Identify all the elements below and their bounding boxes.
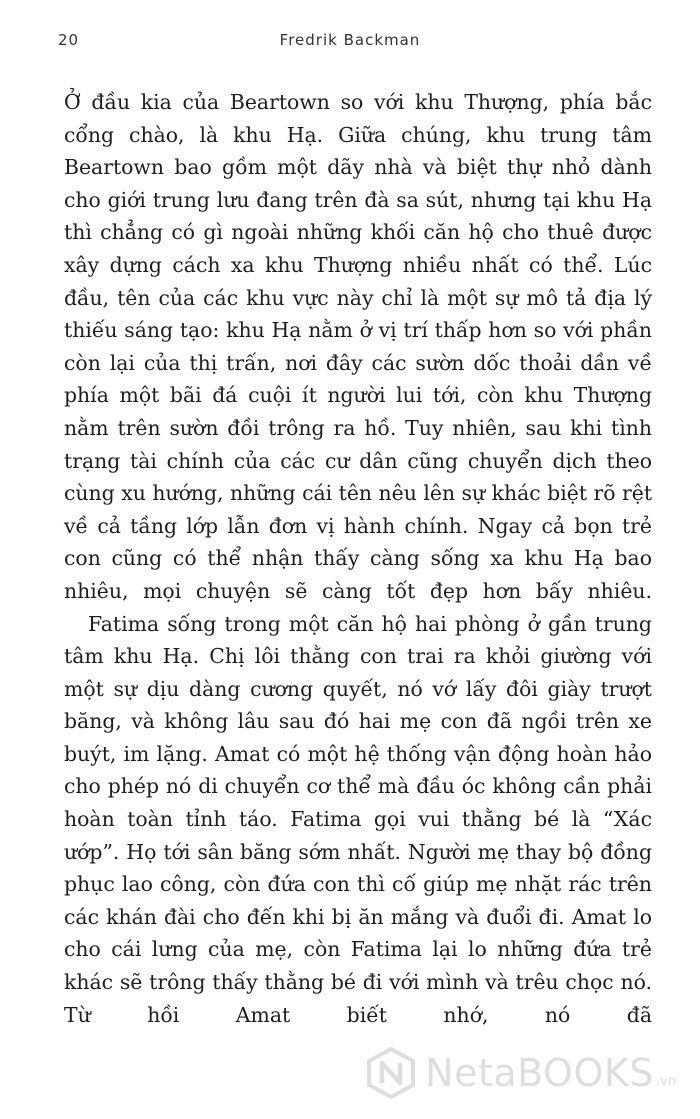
watermark-suffix: .vn: [655, 1074, 676, 1089]
page-number: 20: [58, 31, 80, 49]
running-header: [58, 31, 642, 53]
watermark: [365, 1043, 676, 1103]
running-title: Fredrik Backman: [279, 31, 421, 49]
body-text: [64, 86, 652, 1031]
netabooks-logo-icon: [365, 1047, 417, 1099]
paragraph-1: Ở đầu kia của Beartown so với khu Thượng, phía bắc cổng chào, là khu Hạ. Giữa chúng, khu trung tâm Beartown bao gồm một dãy nhà và biệt thự nhỏ dành cho giới trung lưu đang trên đà sa sút, nhưng tại khu Hạ thì chẳng có gì ngoài những khối căn hộ cho thuê được xây dựng cách xa khu Thượng nhiều nhất có thể. Lúc đầu, tên của các khu vực này chỉ là một sự mô tả địa lý thiếu sáng tạo: khu Hạ nằm ở vị trí thấp hơn so với phần còn lại của thị trấn, nơi đây các sườn dốc thoải dần về phía một bãi đá cuội ít người lui tới, còn khu Thượng nằm trên sườn đồi trông ra hồ. Tuy nhiên, sau khi tình trạng tài chính của các cư dân cũng chuyển dịch theo cùng xu hướng, những cái tên nêu lên sự khác biệt rõ rệt về cả tầng lớp lẫn đơn vị hành chính. Ngay cả bọn trẻ con cũng có thể nhận thấy càng sống xa khu Hạ bao nhiêu, mọi chuyện sẽ càng tốt đẹp hơn bấy nhiêu.: [64, 90, 653, 603]
paragraph-2: Fatima sống trong một căn hộ hai phòng ở gần trung tâm khu Hạ. Chị lôi thằng con trai ra khỏi giường với một sự dịu dàng cương quyết, nó vớ lấy đôi giày trượt băng, và không lâu sau đó hai mẹ con đã ngồi trên xe buýt, im lặng. Amat có một hệ thống vận động hoàn hảo cho phép nó di chuyển cơ thể mà đầu óc không cần phải hoàn toàn tỉnh táo. Fatima gọi vui thằng bé là “Xác ướp”. Họ tới sân băng sớm nhất. Người mẹ thay bộ đồng phục lao công, còn đứa con thì cố giúp mẹ nhặt rác trên các khán đài cho đến khi bị ăn mắng và đuổi đi. Amat lo cho cái lưng của mẹ, còn Fatima lại lo những đứa trẻ khác sẽ trông thấy thằng bé đi với mình và trêu chọc nó. Từ hồi Amat biết nhớ, nó đã: [64, 611, 652, 1027]
watermark-text: NetaBOOKS: [425, 1051, 654, 1095]
